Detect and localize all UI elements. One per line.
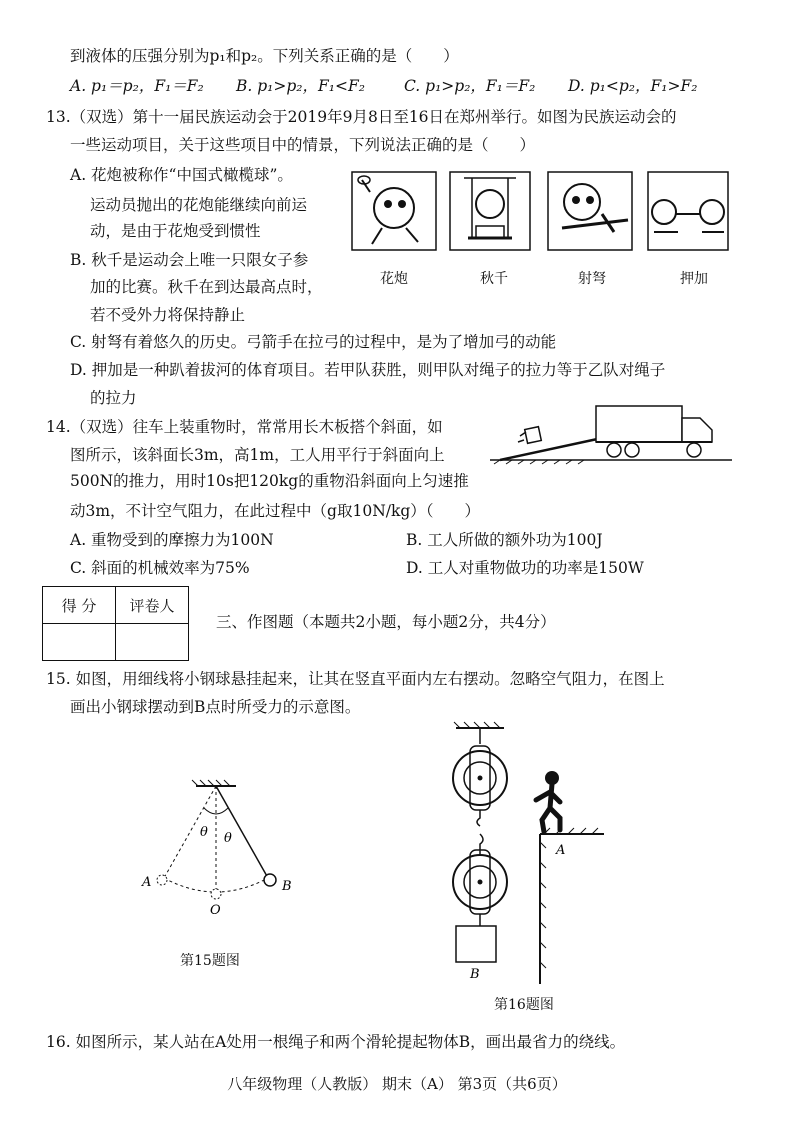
q13-stem-line1: 13.（双选）第十一届民族运动会于2019年9月8日至16日在郑州举行。如图为民族运动会的	[46, 108, 677, 126]
picture-qiuqian	[450, 172, 530, 250]
label-o: O	[210, 903, 221, 918]
picture-shenu	[548, 172, 632, 250]
q14-ramp-truck-figure	[486, 398, 736, 468]
label-a: A	[556, 843, 566, 858]
section-3-heading: 三、作图题（本题共2小题，每小题2分，共4分）	[216, 613, 556, 631]
q14-option-d: D. 工人对重物做功的功率是150W	[406, 559, 644, 577]
q13-pictures	[352, 170, 732, 270]
q13-option-b-line1: B. 秋千是运动会上唯一只限女子参	[70, 251, 309, 269]
score-header: 得 分	[43, 587, 116, 624]
q14-option-a: A. 重物受到的摩擦力为100N	[70, 531, 274, 549]
score-cell[interactable]	[43, 624, 116, 661]
label-b: B	[470, 967, 480, 982]
picture-huapao	[352, 172, 436, 250]
q15-stem-line1: 15. 如图，用细线将小钢球悬挂起来，让其在竖直平面内左右摆动。忽略空气阻力，在图上	[46, 670, 665, 688]
q13-option-b-line3: 若不受外力将保持静止	[90, 306, 246, 324]
q14-option-b: B. 工人所做的额外功为100J	[406, 531, 603, 549]
q13-option-d-line1: D. 押加是一种趴着拔河的体育项目。若甲队获胜，则甲队对绳子的拉力等于乙队对绳子	[70, 361, 666, 379]
q13-stem-line2: 一些运动项目，关于这些项目中的情景，下列说法正确的是（ ）	[70, 136, 536, 154]
q13-option-a-line3: 动，是由于花炮受到惯性	[90, 222, 261, 240]
q13-option-d-line2: 的拉力	[90, 389, 137, 407]
movable-pulley	[453, 850, 507, 914]
q13-option-a-line1: A. 花炮被称作“中国式橄榄球”。	[70, 166, 293, 184]
q12-option-d: D. p₁<p₂，F₁>F₂	[568, 77, 698, 95]
q16-pulley-figure	[440, 722, 610, 990]
caption-huapao: 花炮	[380, 271, 408, 287]
grader-header: 评卷人	[116, 587, 189, 624]
fixed-pulley	[453, 746, 507, 810]
label-b: B	[282, 879, 292, 894]
q13-option-b-line2: 加的比赛。秋千在到达最高点时，	[90, 278, 323, 296]
q16-stem: 16. 如图所示，某人站在A处用一根绳子和两个滑轮提起物体B，画出最省力的绕线。	[46, 1033, 626, 1051]
score-box	[42, 586, 189, 661]
grader-cell[interactable]	[116, 624, 189, 661]
q15-pendulum-figure	[140, 778, 300, 918]
person-figure	[536, 771, 560, 832]
object-b-box	[456, 926, 496, 962]
q14-option-c: C. 斜面的机械效率为75%	[70, 559, 250, 577]
q15-stem-line2: 画出小钢球摆动到B点时所受力的示意图。	[70, 698, 361, 716]
q13-option-c: C. 射弩有着悠久的历史。弓箭手在拉弓的过程中，是为了增加弓的动能	[70, 333, 557, 351]
caption-yajia: 押加	[680, 271, 708, 287]
caption-shenu: 射弩	[578, 271, 606, 287]
picture-yajia	[648, 172, 728, 250]
q14-stem-line1: 14.（双选）往车上装重物时，常常用长木板搭个斜面，如	[46, 418, 443, 436]
q16-caption: 第16题图	[494, 997, 554, 1013]
q12-option-c: C. p₁>p₂，F₁＝F₂	[404, 77, 536, 95]
q14-stem-line4: 动3m，不计空气阻力，在此过程中（g取10N/kg）（ ）	[70, 502, 481, 520]
q13-option-a-line2: 运动员抛出的花炮能继续向前运	[90, 196, 308, 214]
label-a: A	[142, 875, 152, 890]
q12-option-b: B. p₁>p₂，F₁<F₂	[236, 77, 365, 95]
page-footer: 八年级物理（人教版） 期末（A） 第3页（共6页）	[227, 1075, 567, 1093]
caption-qiuqian: 秋千	[480, 271, 508, 287]
q14-stem-line3: 500N的推力，用时10s把120kg的重物沿斜面向上匀速推	[70, 472, 469, 490]
q14-stem-line2: 图所示，该斜面长3m，高1m，工人用平行于斜面向上	[70, 446, 445, 464]
label-theta-right: θ	[224, 831, 232, 846]
label-theta-left: θ	[200, 825, 208, 840]
q12-line: 到液体的压强分别为p₁和p₂。下列关系正确的是（ ）	[70, 47, 459, 65]
q15-caption: 第15题图	[180, 953, 240, 969]
q12-option-a: A. p₁＝p₂，F₁＝F₂	[70, 77, 204, 95]
